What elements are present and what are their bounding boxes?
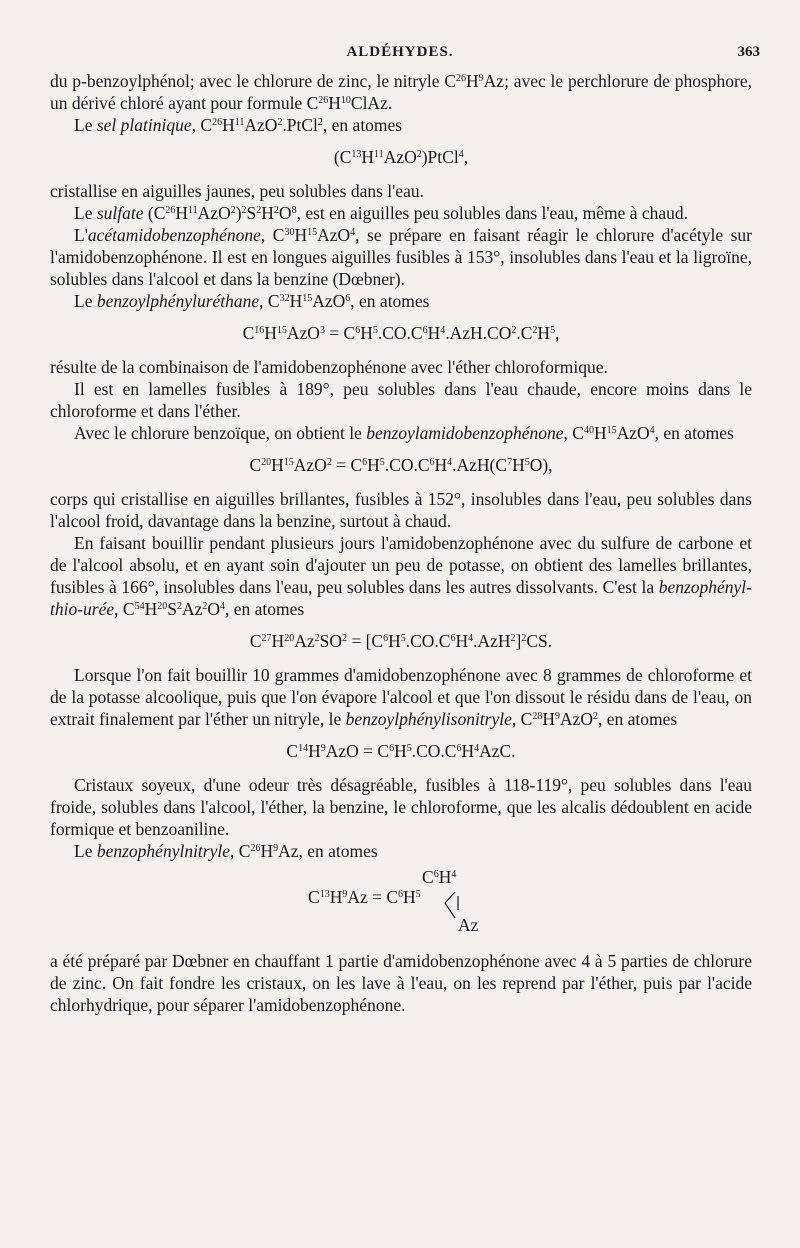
superscript: 6 bbox=[398, 889, 404, 900]
superscript: 6 bbox=[429, 457, 435, 468]
superscript: 5 bbox=[372, 325, 378, 336]
text-tail: , en atomes bbox=[225, 599, 305, 619]
superscript: 4 bbox=[440, 325, 446, 336]
superscript: 15 bbox=[302, 293, 313, 304]
superscript: 2 bbox=[202, 601, 208, 612]
superscript: 6 bbox=[383, 633, 389, 644]
superscript: 54 bbox=[134, 601, 145, 612]
chemical-formula: $C^{30}H^{15}AzO^4$ bbox=[272, 225, 356, 245]
superscript: 20 bbox=[157, 601, 168, 612]
superscript: 16 bbox=[254, 325, 265, 336]
compound-name: sulfate bbox=[96, 203, 144, 223]
text-tail: , est en aiguilles peu solubles dans l'eau, même à chaud. bbox=[296, 203, 689, 223]
text-tail: , en atomes bbox=[322, 115, 403, 135]
superscript: 9 bbox=[273, 843, 279, 854]
paragraph: Cristaux soyeux, d'une odeur très désagréable, fusibles à 118-119°, peu solubles dans l'eau froide, solubles dans l'alcool, l'éther, la benzine, le chloroforme, que les alcalis dédoublent en acide formique et benzoaniline. bbox=[50, 775, 752, 839]
superscript: 15 bbox=[606, 425, 617, 436]
superscript: 6 bbox=[433, 869, 439, 880]
display-formula: $C^{20}H^{15}AzO^2 = C^6H^5.CO.C^6H^4.AzH(C^7H^5O)$, bbox=[249, 455, 553, 475]
display-formula: $C^{27}H^{20}Az^2SO^2 = [C^6H^5.CO.C^6H^4.AzH^2]^2CS$. bbox=[249, 631, 553, 651]
superscript: 4 bbox=[474, 743, 480, 754]
superscript: 2 bbox=[511, 325, 517, 336]
superscript: 11 bbox=[188, 205, 198, 216]
paragraph: Le benzoylphényluréthane, $C^{32}H^{15}AzO^6$, en atomes bbox=[74, 291, 430, 311]
paragraph bbox=[50, 202, 752, 224]
compound-name: benzoylphénylisonitryle bbox=[345, 709, 512, 729]
superscript: 15 bbox=[283, 457, 294, 468]
superscript: 5 bbox=[524, 457, 530, 468]
chemical-formula: $C^{26}H^{11}AzO^2.PtCl^2$ bbox=[200, 115, 323, 135]
superscript: 2 bbox=[317, 117, 323, 128]
display-formula: $C^{14}H^9AzO = C^6H^5.CO.C^6H^4AzC$. bbox=[286, 741, 516, 761]
text-tail: , en atomes bbox=[298, 841, 378, 861]
paragraph: corps qui cristallise en aiguilles brillantes, fusibles à 152°, insolubles dans l'eau, peu solubles dans l'alcool froid, davantage dans la benzine, surtout à chaud. bbox=[50, 489, 752, 531]
superscript: 5 bbox=[379, 457, 385, 468]
page-header bbox=[0, 44, 800, 68]
superscript: 6 bbox=[362, 457, 368, 468]
compound-name: benzoylamidobenzophénone bbox=[366, 423, 564, 443]
superscript: 20 bbox=[284, 633, 295, 644]
superscript: 20 bbox=[261, 457, 272, 468]
superscript: 11 bbox=[374, 149, 384, 160]
superscript: 4 bbox=[220, 601, 226, 612]
superscript: 26 bbox=[318, 95, 329, 106]
superscript: 6 bbox=[345, 293, 351, 304]
superscript: 26 bbox=[250, 843, 261, 854]
superscript: 2 bbox=[532, 325, 538, 336]
superscript: 2 bbox=[314, 633, 320, 644]
superscript: 10 bbox=[340, 95, 351, 106]
superscript: 13 bbox=[319, 889, 330, 900]
superscript: 26 bbox=[165, 205, 176, 216]
superscript: 26 bbox=[456, 73, 467, 84]
superscript: 6 bbox=[355, 325, 361, 336]
superscript: 2 bbox=[510, 633, 516, 644]
superscript: 6 bbox=[456, 743, 462, 754]
superscript: 2 bbox=[241, 205, 247, 216]
superscript: 13 bbox=[351, 149, 362, 160]
superscript: 6 bbox=[450, 633, 456, 644]
superscript: 40 bbox=[583, 425, 594, 436]
chemical-formula: $C^{26}H^9Az$ bbox=[238, 841, 299, 861]
compound-name: benzophénylnitryle bbox=[96, 841, 230, 861]
superscript: 2 bbox=[521, 633, 527, 644]
superscript: 2 bbox=[341, 633, 347, 644]
text-lead: Le bbox=[74, 115, 97, 135]
compound-name: acétamidobenzophénone bbox=[87, 225, 261, 245]
text-lead: En faisant bouillir pendant plusieurs jours l'amidobenzophénone avec du sulfure de carbone et de l'alcool absolu, et en ayant soin d'ajouter un peu de potasse, on obtient des lamelles brillantes, fusibles à 166°, insolubles dans l'eau, peu solubles dans les autres dissolvants. C'est la bbox=[50, 533, 752, 597]
superscript: 9 bbox=[554, 711, 560, 722]
superscript: 3 bbox=[319, 325, 325, 336]
superscript: 9 bbox=[342, 889, 348, 900]
superscript: 5 bbox=[415, 889, 421, 900]
paragraph: Le sel platinique, $C^{26}H^{11}AzO^2.PtCl^2$, en atomes bbox=[74, 115, 403, 135]
compound-name: sel platinique bbox=[96, 115, 192, 135]
chemical-formula: $C^{28}H^9AzO^2$ bbox=[520, 709, 599, 729]
superscript: 6 bbox=[389, 743, 395, 754]
display-formula: $C^{16}H^{15}AzO^3 = C^6H^5.CO.C^6H^4.AzH.CO^2.C^2H^5$, bbox=[242, 323, 560, 343]
text-lead: Le bbox=[74, 203, 97, 223]
superscript: 2 bbox=[273, 205, 279, 216]
paragraph: résulte de la combinaison de l'amidobenzophénone avec l'éther chloroformique. bbox=[50, 357, 608, 377]
superscript: 6 bbox=[422, 325, 428, 336]
superscript: 4 bbox=[468, 633, 474, 644]
page-number: 363 bbox=[737, 44, 760, 60]
paragraph: Il est en lamelles fusibles à 189°, peu solubles dans l'eau chaude, encore moins dans le chloroforme et dans l'éther. bbox=[50, 379, 752, 421]
superscript: 2 bbox=[326, 457, 332, 468]
text-tail: , en atomes bbox=[598, 709, 678, 729]
superscript: 2 bbox=[416, 149, 422, 160]
superscript: 4 bbox=[447, 457, 453, 468]
paragraph: En faisant bouillir pendant plusieurs jours l'amidobenzophénone avec du sulfure de carbone et de l'alcool absolu, et en ayant soin d'ajouter un peu de potasse, on obtient des lamelles brillantes, fusibles à 166°, insolubles dans l'eau, peu solubles dans les autres dissolvants. C'est la benzophényl-thio-urée, $C^{54}H^{20}S^2Az^2O^4$, en atomes bbox=[50, 533, 752, 619]
text-tail: , en atomes bbox=[350, 291, 430, 311]
superscript: 14 bbox=[298, 743, 309, 754]
compound-name: benzophényl-thio-urée bbox=[50, 577, 752, 619]
superscript: 7 bbox=[507, 457, 513, 468]
text-tail: , se prépare en faisant réagir le chlorure d'acétyle sur l'amidobenzophénone. Il est en longues aiguilles fusibles à 153°, insolubles dans l'eau et la ligroïne, solubles dans l'alcool et dans la benzine (Dœbner). bbox=[50, 225, 752, 289]
superscript: 4 bbox=[458, 149, 464, 160]
text-body bbox=[50, 70, 752, 1016]
text-lead: L' bbox=[74, 225, 88, 245]
superscript: 8 bbox=[291, 205, 297, 216]
superscript: 15 bbox=[276, 325, 287, 336]
display-formula: $(C^{13}H^{11}AzO^2)PtCl^4$, bbox=[333, 147, 469, 167]
paragraph: cristallise en aiguilles jaunes, peu solubles dans l'eau. bbox=[50, 181, 424, 201]
superscript: 27 bbox=[261, 633, 272, 644]
superscript: 5 bbox=[406, 743, 412, 754]
superscript: 28 bbox=[532, 711, 543, 722]
superscript: 4 bbox=[451, 869, 457, 880]
superscript: 4 bbox=[649, 425, 655, 436]
chemical-formula: $C^{40}H^{15}AzO^4$ bbox=[572, 423, 655, 443]
paragraph: du p-benzoylphénol; avec le chlorure de zinc, le nitryle $C^{26}H^9Az$; avec le perchlorure de phosphore, un dérivé chloré ayant pour formule $C^{26}H^{10}ClAz$. bbox=[50, 71, 752, 113]
compound-name: benzoylphényluréthane bbox=[96, 291, 260, 311]
paragraph: Lorsque l'on fait bouillir 10 grammes d'amidobenzophénone avec 8 grammes de chloroforme et de la potasse alcoolique, puis que l'on évapore l'alcool et que l'on dissout le résidu dans de l'eau, on extrait finalement par l'éther un nitryle, le benzoylphénylisonitryle, $C^{28}H^9AzO^2$, en atomes bbox=[50, 665, 752, 729]
superscript: 2 bbox=[593, 711, 599, 722]
superscript: 32 bbox=[279, 293, 290, 304]
superscript: 9 bbox=[320, 743, 326, 754]
superscript: 11 bbox=[234, 117, 245, 128]
superscript: 2 bbox=[230, 205, 236, 216]
paragraph: Le benzophénylnitryle, $C^{26}H^9Az$, en atomes bbox=[74, 841, 378, 861]
chemical-formula: $C^{54}H^{20}S^2Az^2O^4$ bbox=[122, 599, 226, 619]
superscript: 26 bbox=[212, 117, 223, 128]
superscript: 2 bbox=[277, 117, 283, 128]
paragraph: a été préparé par Dœbner en chauffant 1 partie d'amidobenzophénone avec 4 à 5 parties de chlorure de zinc. On fait fondre les cristaux, on les lave à l'eau, on les reprend par l'éther, puis par l'acide chlorhydrique, pour séparer l'amidobenzophénone. bbox=[50, 951, 752, 1015]
structural-formula bbox=[50, 866, 752, 940]
text-lead: Lorsque l'on fait bouillir 10 grammes d'amidobenzophénone avec 8 grammes de chloroforme et de la potasse alcoolique, puis que l'on évapore l'alcool et que l'on dissout le résidu dans de l'eau, on extrait finalement par l'éther un nitryle, le bbox=[50, 665, 752, 729]
text-lead: Le bbox=[74, 841, 97, 861]
text-lead: Avec le chlorure benzoïque, on obtient le bbox=[74, 423, 367, 443]
superscript: 30 bbox=[284, 227, 295, 238]
struct-az: Az bbox=[458, 915, 479, 935]
struct-top-group: $C^6H^4$ bbox=[422, 867, 457, 887]
superscript: 9 bbox=[478, 73, 484, 84]
paragraph: Avec le chlorure benzoïque, on obtient le benzoylamidobenzophénone, $C^{40}H^{15}AzO^4$, en atomes bbox=[74, 423, 734, 443]
superscript: 2 bbox=[256, 205, 262, 216]
struct-main-line: $C^{13}H^9Az = C^6H^5$ bbox=[308, 887, 421, 907]
superscript: 15 bbox=[307, 227, 318, 238]
chemical-formula: $(C^{26}H^{11}AzO^2)^2S^2H^2O^8$ bbox=[147, 203, 297, 223]
chemical-formula: $C^{32}H^{15}AzO^6$ bbox=[267, 291, 351, 311]
text-tail: , en atomes bbox=[654, 423, 734, 443]
superscript: 5 bbox=[550, 325, 556, 336]
paragraph: L'acétamidobenzophénone, $C^{30}H^{15}AzO^4$, se prépare en faisant réagir le chlorure d'acétyle sur l'amidobenzophénone. Il est en longues aiguilles fusibles à 153°, insolubles dans l'eau et la ligroïne, solubles dans l'alcool et dans la benzine (Dœbner). bbox=[50, 225, 752, 289]
superscript: 2 bbox=[176, 601, 182, 612]
running-title: ALDÉHYDES. bbox=[346, 44, 454, 60]
superscript: 5 bbox=[400, 633, 406, 644]
superscript: 4 bbox=[350, 227, 356, 238]
text-lead: Le bbox=[74, 291, 97, 311]
